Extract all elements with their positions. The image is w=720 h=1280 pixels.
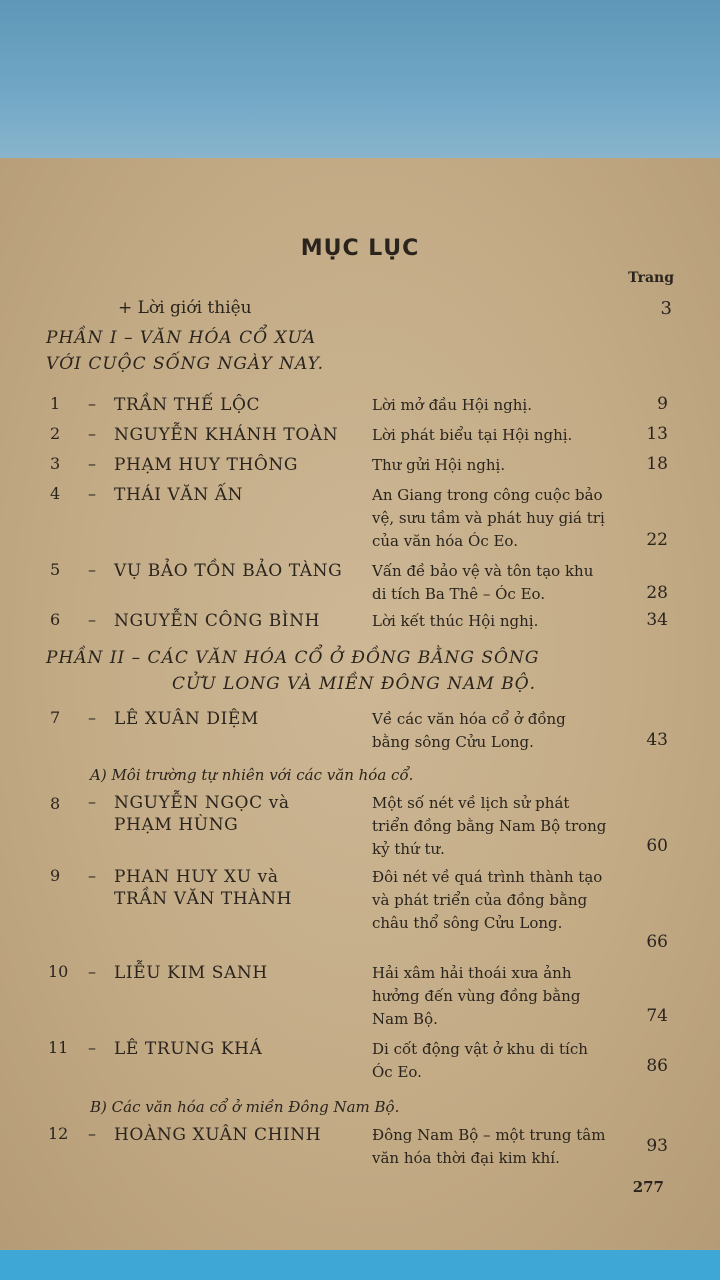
entry-title: Lời phát biểu tại Hội nghị. — [372, 426, 573, 444]
page-title: MỤC LỤC — [300, 236, 420, 261]
intro-label: + Lời giới thiệu — [118, 298, 252, 318]
entry-title: Đông Nam Bộ – một trung tâm văn hóa thời đại kim khí. — [372, 1126, 606, 1167]
entry-dash: – — [88, 792, 96, 811]
entry-page: 34 — [646, 610, 668, 630]
entry-number: 6 — [50, 610, 61, 629]
page-number: 277 — [632, 1178, 664, 1196]
intro-page: 3 — [660, 298, 672, 319]
entry-page: 9 — [657, 394, 668, 414]
part1-heading-line2: VỚI CUỘC SỐNG NGÀY NAY. — [46, 354, 325, 374]
entry-page: 66 — [646, 932, 668, 952]
entry-dash: – — [88, 708, 96, 727]
entry-title: Thư gửi Hội nghị. — [372, 456, 506, 474]
entry-author: NGUYỄN NGỌC và PHẠM HÙNG — [114, 793, 290, 835]
entry-page: 60 — [646, 836, 668, 856]
book-page — [0, 158, 720, 1250]
entry-dash: – — [88, 962, 96, 981]
entry-author: LIỄU KIM SANH — [114, 963, 268, 983]
entry-number: 7 — [50, 708, 61, 727]
entry-number: 1 — [50, 394, 61, 413]
entry-author: PHAN HUY XU và TRẦN VĂN THÀNH — [114, 867, 293, 909]
part1-heading-line1: PHẦN I – VĂN HÓA CỔ XƯA — [46, 328, 317, 348]
entry-number: 3 — [50, 454, 61, 473]
page-column-label: Trang — [628, 270, 674, 286]
entry-dash: – — [88, 1038, 96, 1057]
entry-number: 10 — [48, 962, 69, 981]
entry-page: 43 — [646, 730, 668, 750]
entry-title: Lời kết thúc Hội nghị. — [372, 612, 539, 630]
entry-number: 11 — [48, 1038, 69, 1057]
entry-title: Di cốt động vật ở khu di tích Óc Eo. — [372, 1040, 588, 1081]
entry-number: 9 — [50, 866, 61, 885]
entry-title: Đôi nét về quá trình thành tạo và phát triển của đồng bằng châu thổ sông Cửu Long. — [372, 868, 603, 932]
entry-author: THÁI VĂN ẤN — [114, 485, 244, 505]
subsection-a-heading: A) Môi trường tự nhiên với các văn hóa cổ. — [90, 766, 414, 784]
part2-heading-line1: PHẦN II – CÁC VĂN HÓA CỔ Ở ĐỒNG BẰNG SÔNG — [46, 648, 540, 668]
entry-page: 13 — [646, 424, 668, 444]
entry-title: Vấn đề bảo vệ và tôn tạo khu di tích Ba Thê – Óc Eo. — [372, 562, 594, 603]
entry-page: 18 — [646, 454, 668, 474]
entry-page: 74 — [646, 1006, 668, 1026]
entry-dash: – — [88, 454, 96, 473]
entry-dash: – — [88, 424, 96, 443]
entry-author: LÊ TRUNG KHÁ — [114, 1039, 263, 1059]
entry-page: 93 — [646, 1136, 668, 1156]
entry-author: NGUYỄN KHÁNH TOÀN — [114, 425, 339, 445]
entry-title: Hải xâm hải thoái xưa ảnh hưởng đến vùng đồng bằng Nam Bộ. — [372, 964, 581, 1028]
entry-dash: – — [88, 866, 96, 885]
entry-dash: – — [88, 1124, 96, 1143]
entry-author: TRẦN THẾ LỘC — [114, 395, 261, 415]
background-top — [0, 0, 720, 170]
entry-page: 86 — [646, 1056, 668, 1076]
entry-author: LÊ XUÂN DIỆM — [114, 709, 259, 729]
entry-author: VỤ BẢO TỒN BẢO TÀNG — [114, 561, 343, 581]
entry-dash: – — [88, 560, 96, 579]
entry-title: An Giang trong công cuộc bảo vệ, sưu tầm và phát huy giá trị của văn hóa Óc Eo. — [372, 486, 605, 550]
entry-title: Một số nét về lịch sử phát triển đồng bằng Nam Bộ trong kỷ thứ tư. — [372, 794, 607, 858]
entry-title: Lời mở đầu Hội nghị. — [372, 396, 532, 414]
entry-number: 2 — [50, 424, 61, 443]
entry-number: 8 — [50, 794, 61, 813]
entry-page: 28 — [646, 583, 668, 603]
entry-author: PHẠM HUY THÔNG — [114, 455, 299, 475]
entry-author: NGUYỄN CÔNG BÌNH — [114, 611, 321, 631]
entry-dash: – — [88, 484, 96, 503]
entry-number: 12 — [48, 1124, 69, 1143]
entry-number: 5 — [50, 560, 61, 579]
background-bottom — [0, 1245, 720, 1280]
entry-author: HOÀNG XUÂN CHINH — [114, 1125, 322, 1145]
part2-heading-line2: CỬU LONG VÀ MIỀN ĐÔNG NAM BỘ. — [172, 674, 537, 694]
entry-dash: – — [88, 610, 96, 629]
subsection-b-heading: B) Các văn hóa cổ ở miền Đông Nam Bộ. — [90, 1098, 400, 1116]
entry-dash: – — [88, 394, 96, 413]
entry-number: 4 — [50, 484, 61, 503]
entry-title: Về các văn hóa cổ ở đồng bằng sông Cửu Long. — [372, 710, 566, 751]
entry-page: 22 — [646, 530, 668, 550]
